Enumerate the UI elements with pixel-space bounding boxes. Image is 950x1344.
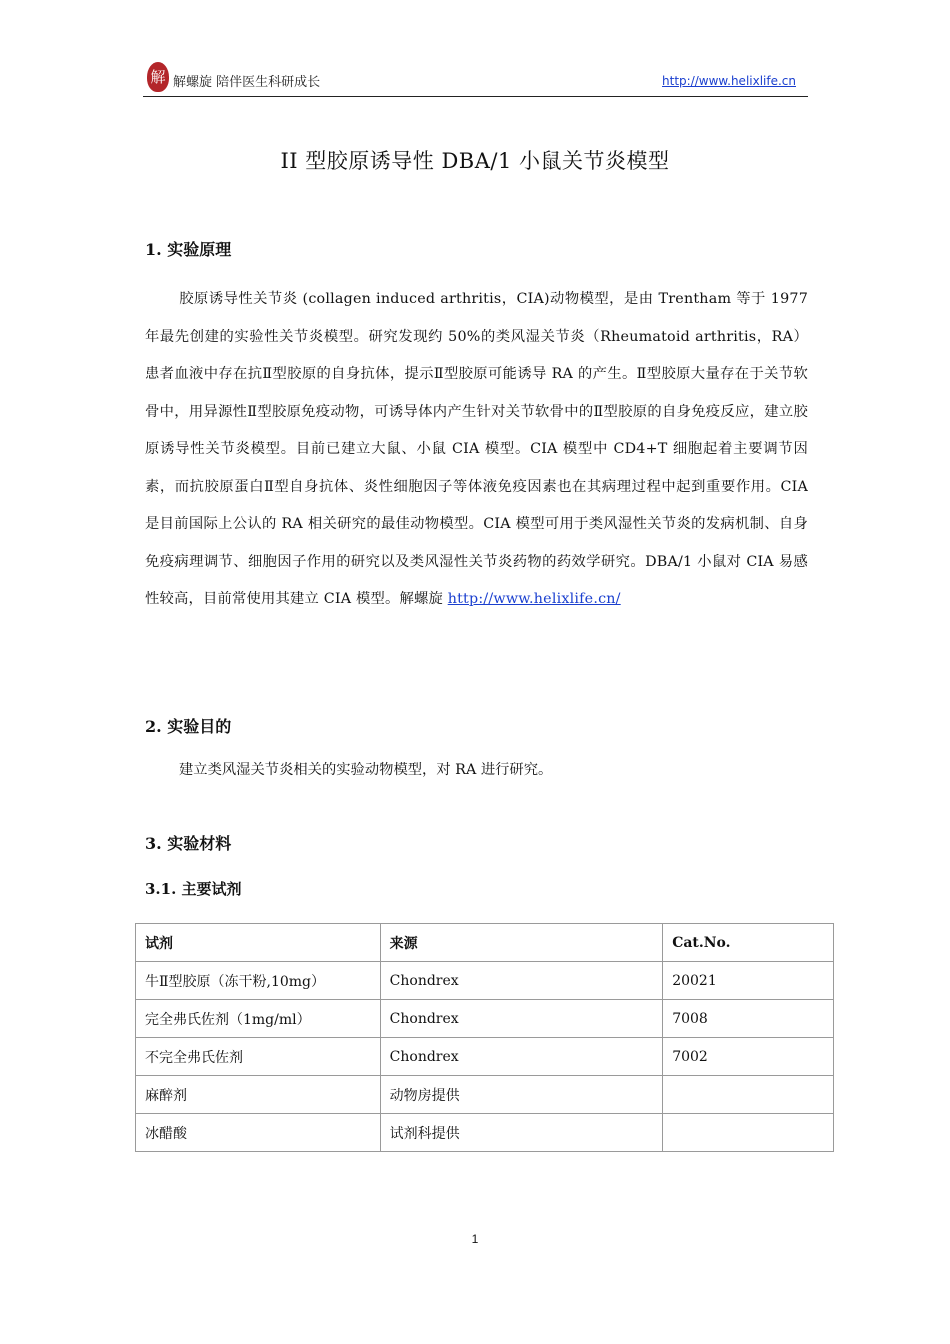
table-header-row — [136, 924, 834, 962]
page-header — [143, 60, 808, 97]
table-row — [136, 1038, 834, 1076]
section-1-heading: 1. 实验原理 — [145, 240, 232, 259]
section-3-1-heading: 3.1. 主要试剂 — [145, 880, 242, 898]
document-title: II 型胶原诱导性 DBA/1 小鼠关节炎模型 — [280, 149, 670, 173]
table-cell — [663, 1076, 834, 1114]
helix-logo-icon: 解 — [147, 62, 169, 92]
table-cell: 7008 — [663, 1000, 834, 1038]
table-cell: 试剂科提供 — [380, 1114, 663, 1152]
table-cell: Chondrex — [380, 1038, 663, 1076]
table-header-cell: 试剂 — [136, 924, 381, 962]
reagents-table — [135, 923, 834, 1152]
table-cell: Chondrex — [380, 1000, 663, 1038]
table-cell: 牛Ⅱ型胶原（冻干粉,10mg） — [136, 962, 381, 1000]
table-row — [136, 962, 834, 1000]
table-row — [136, 1000, 834, 1038]
table-header-cell: Cat.No. — [663, 924, 834, 962]
section-1-text: 胶原诱导性关节炎 (collagen induced arthritis，CIA)动物模型，是由 Trentham 等于 1977 年最先创建的实验性关节炎模型。研究发现约 50%的类风湿关节炎（Rheumatoid arthritis，RA）患者血液中存在抗Ⅱ型胶原的自身抗体，提示Ⅱ型胶原可能诱导 RA 的产生。Ⅱ型胶原大量存在于关节软骨中，用异源性Ⅱ型胶原免疫动物，可诱导体内产生针对关节软骨中的Ⅱ型胶原的自身免疫反应，建立胶原诱导性关节炎模型。目前已建立大鼠、小鼠 CIA 模型。CIA 模型中 CD4+T 细胞起着主要调节因素，而抗胶原蛋白Ⅱ型自身抗体、炎性细胞因子等体液免疫因素也在其病理过程中起到重要作用。CIA 是目前国际上公认的 RA 相关研究的最佳动物模型。CIA 模型可用于类风湿性关节炎的发病机制、自身免疫病理调节、细胞因子作用的研究以及类风湿性关节炎药物的药效学研究。DBA/1 小鼠对 CIA 易感性较高，目前常使用其建立 CIA 模型。解螺旋 — [145, 291, 808, 607]
table-cell: 麻醉剂 — [136, 1076, 381, 1114]
section-1-paragraph — [145, 281, 808, 619]
page-number: 1 — [471, 1232, 479, 1246]
table-row — [136, 1114, 834, 1152]
table-cell: 动物房提供 — [380, 1076, 663, 1114]
table-row — [136, 1076, 834, 1114]
table-cell — [663, 1114, 834, 1152]
table-cell: 冰醋酸 — [136, 1114, 381, 1152]
brand-slogan: 解螺旋 陪伴医生科研成长 — [173, 75, 321, 90]
table-cell: 完全弗氏佐剂（1mg/ml） — [136, 1000, 381, 1038]
header-website-link[interactable]: http://www.helixlife.cn — [662, 74, 796, 88]
table-cell: 20021 — [663, 962, 834, 1000]
table-cell: Chondrex — [380, 962, 663, 1000]
section-2-text: 建立类风湿关节炎相关的实验动物模型，对 RA 进行研究。 — [179, 762, 553, 778]
table-cell: 7002 — [663, 1038, 834, 1076]
table-header-cell: 来源 — [380, 924, 663, 962]
table-cell: 不完全弗氏佐剂 — [136, 1038, 381, 1076]
section-3-heading: 3. 实验材料 — [145, 834, 232, 853]
helixlife-link[interactable]: http://www.helixlife.cn/ — [447, 591, 621, 607]
section-2-heading: 2. 实验目的 — [145, 717, 232, 736]
